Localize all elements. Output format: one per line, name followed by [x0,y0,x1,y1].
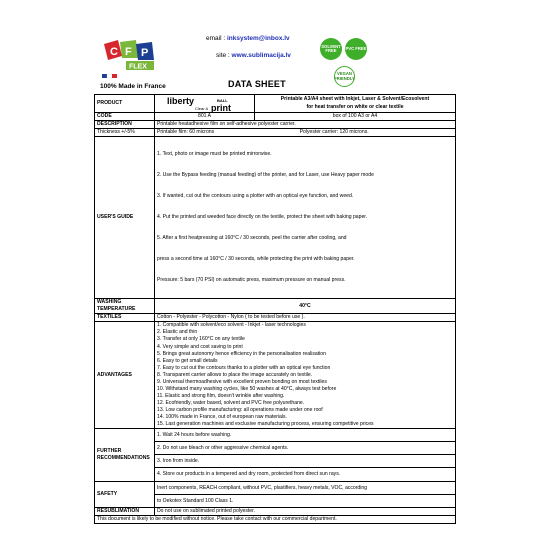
safety-line: to Oekotex Standard 100 Class 1. [155,494,455,507]
users-guide-row [95,137,456,299]
description-value: Printable heatadhesive film on self-adhesive polyester carrier. [155,121,456,129]
recommendation-item: 1. Wait 24 hours before washing. [157,431,232,438]
resublimation-value: Do not use on sublimated printed polyester. [155,508,456,516]
thickness-row [95,129,456,137]
product-row [95,95,456,113]
resublimation-row [95,508,456,516]
textiles-label: TEXTILES [95,314,155,322]
recommendation-item: 4. Store our products in a tempered and dry room, protected from direct sun rays. [155,467,455,480]
thickness-label: Thickness +/-5% [95,129,155,137]
users-guide-list [155,137,456,299]
site-link[interactable]: www.sublimacija.lv [231,52,291,59]
safety-line: Inert components, REACH compliant, without PVC, plastifiers, heavy metals, VOC, according [157,484,368,491]
logo-small-ball: BALL [216,98,228,103]
resublimation-label: RESUBLIMATION [95,508,155,516]
advantage-item: 5. Brings great autonomy hence efficiency in the personalisation realisation [157,350,326,357]
safety-label: SAFETY [95,481,155,507]
description-row [95,121,456,129]
advantage-item: 4. Very simple and cost saving to print [157,343,243,350]
advantage-item: 9. Universal thermoadhesive with excellent proven bonding on most textiles [157,378,327,385]
made-in-france-text: 100% Made in France [100,83,166,90]
advantage-item: 3. Transfer at only 160°C on any textile [157,336,245,343]
advantage-item: 13. Low carbon profile manufacturing: all operations made under one roof [157,406,323,413]
logo-flex-text: FLEX [129,63,147,71]
product-description-cell [255,95,456,113]
product-logo-cell [155,95,255,113]
logo-letter-f: F [125,46,132,58]
pvc-free-badge: PVC FREE [345,38,367,60]
code-value: 801 A [155,113,255,121]
safety-value [155,481,456,507]
further-recommendations-list [155,428,456,481]
footer-note-row [95,516,456,524]
users-guide-item: 3. If wanted, cut out the contours using a plotter with an optical eye function, and weed. [157,193,354,200]
logo-word-liberty: liberty [166,96,194,106]
textiles-row [95,314,456,322]
advantage-item: 6. Easy to get small details [157,357,218,364]
page-title: DATA SHEET [228,79,286,89]
advantages-row [95,322,456,428]
advantage-item: 10. Withstand many washing cycles, like 50 washes at 40°C, always test before [157,385,337,392]
logo-letter-p: P [141,47,149,59]
logo-word-print: print [210,103,231,112]
product-label: PRODUCT [95,95,155,113]
site-line [216,52,291,59]
further-recommendations-row [95,428,456,481]
advantage-item: 15. Last generation machines and exclusive manufacturing process, ensuring competitive prices [157,420,374,427]
users-guide-item: 5. After a first heatpressing at 160°C / 30 seconds, peel the carrier after cooling, and [157,235,347,242]
textiles-value: Cotton - Polyester - Polycotton - Nylon ( to be tested before use ). [155,314,456,322]
users-guide-item: 1. Text, photo or image must be printed mirrorwise. [157,151,272,158]
solvent-free-badge: SOLVENT FREE [320,38,342,60]
thickness-carrier: Polyester carrier: 120 microns. [299,129,369,136]
users-guide-label: USER'S GUIDE [95,137,155,299]
advantage-item: 8. Transparent carrier allows to place the image accurately on textile. [157,371,313,378]
logo-letter-c: C [110,46,118,58]
code-row [95,113,456,121]
site-label: site : [216,52,230,59]
washing-row [95,299,456,314]
advantage-item: 14. 100% made in France, out of european raw materials. [157,413,287,420]
email-link[interactable]: inksystem@inbox.lv [226,35,290,42]
advantage-item: 7. Easy to cut out the contours thanks to a plotter with an optical eye function [157,364,331,371]
recommendation-item: 3. Iron from inside. [155,454,455,467]
thickness-film: Printable film: 60 microns [157,129,215,136]
advantage-item: 11. Elastic and strong film, doesn't wrinkle after washing. [157,392,285,399]
code-label: CODE [95,113,155,121]
product-desc-line: for heat transfer on white or clear textile [306,103,404,110]
logo-small-clear: Clear A [194,106,208,111]
description-label: DESCRIPTION [95,121,155,129]
footer-note: This document is likely to be modified without notice. Please take contact with our commercial department. [95,516,456,524]
advantage-item: 1. Compatible with solvent/eco solvent - Inkjet - laser technologies [157,322,306,329]
email-label: email : [206,35,226,42]
liberty-print-logo [157,95,252,112]
thickness-values [155,129,456,137]
safety-row [95,481,456,507]
advantages-label: ADVANTAGES [95,322,155,428]
product-desc-line: Printable A3/A4 sheet with Inkjet, Laser & Solvent/Ecosolvent [280,96,430,103]
further-recommendations-label: FURTHER RECOMMENDATIONS [95,428,155,481]
vegan-friendly-badge: VEGAN FRIENDLY [334,66,355,87]
washing-label: WASHING TEMPERATURE [95,299,155,314]
cfp-flex-logo [100,38,160,82]
users-guide-item: press a second time at 160°C / 30 seconds, while protecting the print with baking paper. [157,256,355,263]
advantage-item: 12. Ecofriendly, water based, solvent and PVC free polyurethane. [157,399,305,406]
advantage-item: 2. Elastic and thin [157,329,198,336]
users-guide-item: 2. Use the Bypass feeding (manual feeding) of the printer, and for Laser, use Heavy paper mode [157,172,374,179]
datasheet-table [94,94,456,524]
advantages-list [155,322,456,428]
recommendation-item: 2. Do not use bleach or other aggressive chemical agents. [155,441,455,454]
code-box-value: box of 100 A3 or A4 [255,113,456,121]
email-line [206,35,290,42]
washing-value: 40°C [155,299,456,314]
users-guide-item: Pressure: 5 bars (70 PSI) on automatic press, maximum pressure on manual press. [157,277,346,284]
users-guide-item: 4. Put the printed and weeded face directly on the textile, protect the sheet with baking paper. [157,214,368,221]
